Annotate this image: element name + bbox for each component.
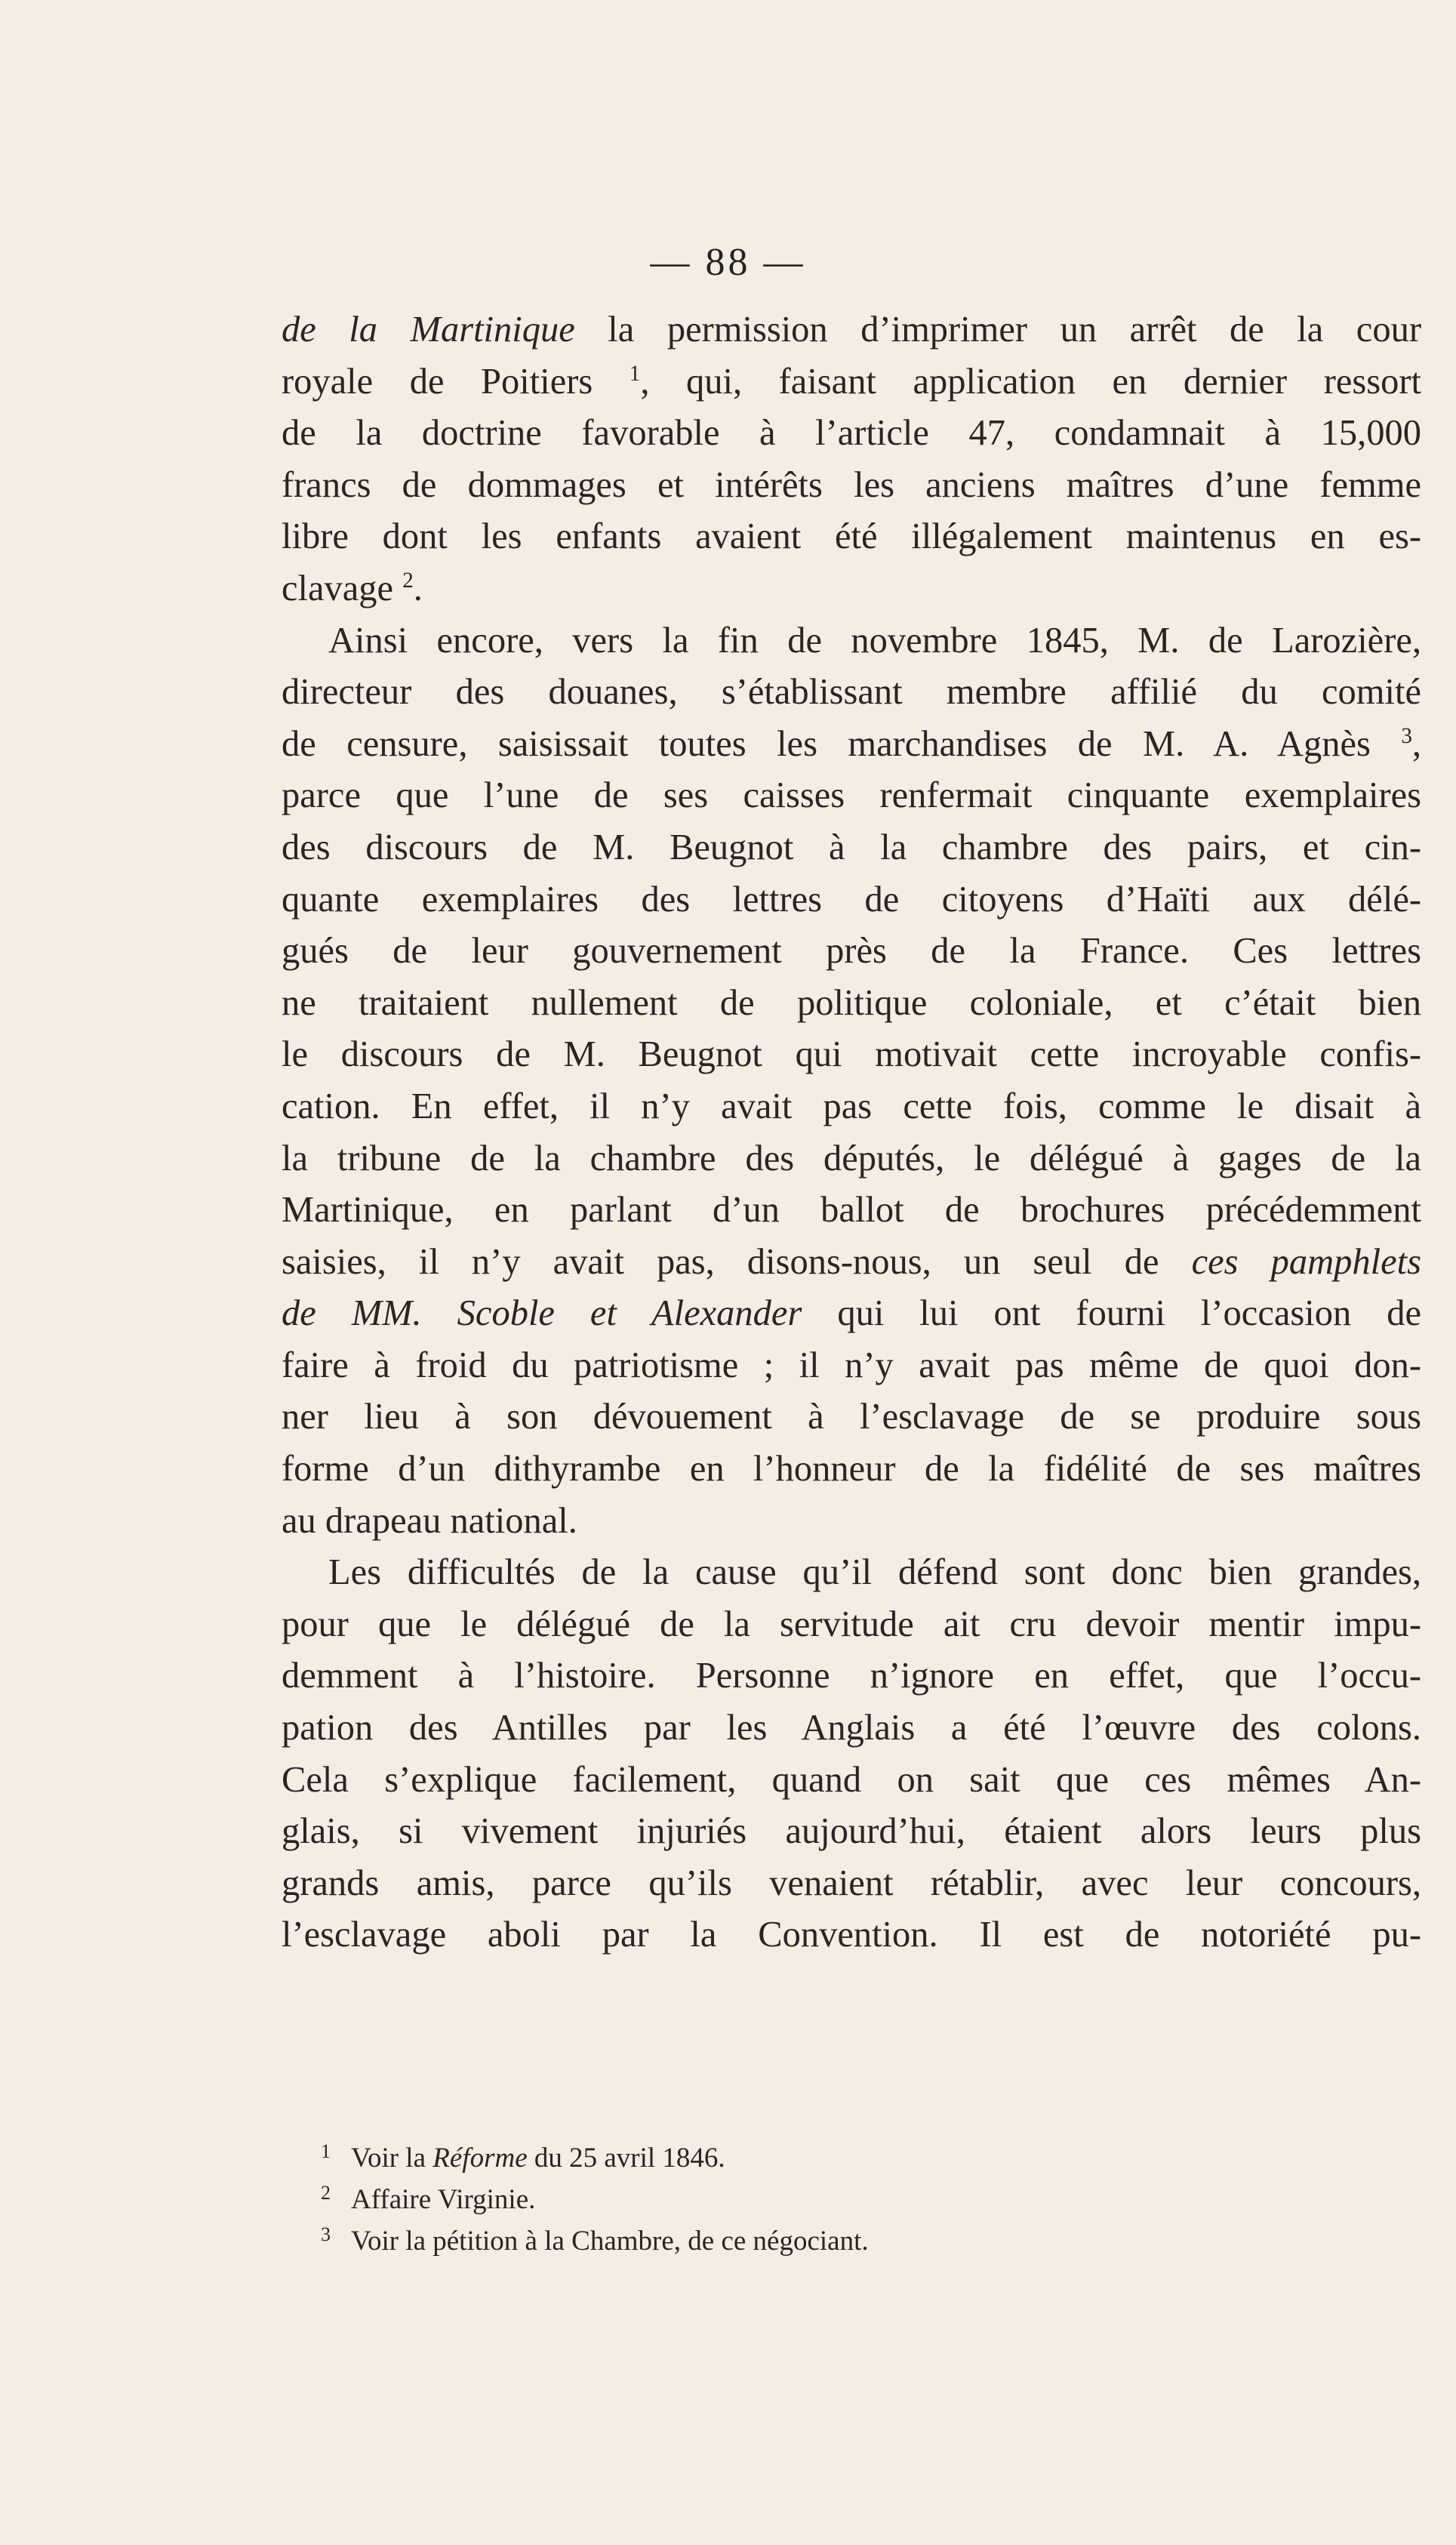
text-segment: pation des Antilles par les Anglais a été l’œuvre des colons. (282, 1708, 1421, 1749)
italic-text: de MM. Scoble et Alexander (282, 1293, 802, 1334)
footnote-mark: 2 (321, 2182, 331, 2204)
text-segment: , (1411, 723, 1421, 764)
text-line (282, 1599, 1421, 1651)
text-line (282, 1029, 1421, 1081)
text-segment: du 25 avril 1846. (527, 2143, 725, 2174)
text-segment: qui lui ont fourni l’occasion de (802, 1293, 1421, 1334)
text-segment: royale de Poitiers (282, 361, 629, 402)
text-line (282, 460, 1421, 512)
text-line (282, 1547, 1421, 1599)
text-line (282, 1650, 1421, 1702)
text-segment: la tribune de la chambre des députés, le délégué à gages de la (282, 1138, 1421, 1179)
text-segment: cation. En effet, il n’y avait pas cette fois, comme le disait à (282, 1086, 1421, 1126)
text-line (282, 1133, 1421, 1185)
footnote-mark: 1 (321, 2140, 331, 2162)
footnote-reference: 3 (1401, 723, 1412, 748)
text-segment: ne traitaient nullement de politique coloniale, et c’était bien (282, 982, 1421, 1023)
text-segment: Voir la pétition à la Chambre, de ce négociant. (351, 2226, 869, 2257)
text-line (282, 408, 1421, 460)
text-segment: de censure, saisissait toutes les marchandises de M. A. Agnès (282, 723, 1402, 764)
text-segment: l’esclavage aboli par la Convention. Il est de notoriété pu- (282, 1915, 1421, 1955)
text-segment: directeur des douanes, s’établissant membre affilié du comité (282, 672, 1421, 713)
text-segment: quante exemplaires des lettres de citoyens d’Haïti aux délé- (282, 879, 1421, 920)
italic-text: de la Martinique (282, 310, 575, 350)
text-segment: glais, si vivement injuriés aujourd’hui, étaient alors leurs plus (282, 1811, 1421, 1852)
text-line (282, 1858, 1421, 1910)
text-segment: demment à l’histoire. Personne n’ignore en effet, que l’occu- (282, 1656, 1421, 1696)
text-line (282, 1806, 1421, 1858)
text-segment: de la doctrine favorable à l’article 47, condamnait à 15,000 (282, 413, 1421, 454)
text-segment: forme d’un dithyrambe en l’honneur de la fidélité de ses maîtres (282, 1449, 1421, 1490)
text-segment: Ainsi encore, vers la fin de novembre 1845, M. de Larozière, (328, 620, 1421, 661)
footnote (321, 2134, 1227, 2176)
text-segment: des discours de M. Beugnot à la chambre des pairs, et cin- (282, 827, 1421, 867)
text-line (282, 356, 1421, 408)
footnote-reference: 2 (402, 568, 414, 593)
text-segment: au drapeau national. (282, 1500, 577, 1541)
text-line (282, 770, 1421, 822)
text-line (282, 1340, 1421, 1392)
text-line (282, 1185, 1421, 1237)
text-segment: faire à froid du patriotisme ; il n’y avait pas même de quoi don- (282, 1345, 1421, 1385)
text-segment: saisies, il n’y avait pas, disons-nous, un seul de (282, 1241, 1192, 1282)
text-segment: clavage (282, 568, 403, 609)
italic-text: Réforme (432, 2143, 528, 2174)
text-line (282, 304, 1421, 356)
text-line (282, 615, 1421, 667)
text-segment: Voir la (351, 2143, 433, 2174)
text-segment: libre dont les enfants avaient été illégalement maintenus en es- (282, 516, 1421, 557)
text-segment: . (413, 568, 423, 609)
text-line (282, 1496, 1421, 1548)
text-line (282, 1909, 1421, 1961)
text-segment: , qui, faisant application en dernier ressort (640, 361, 1422, 402)
text-line (282, 1081, 1421, 1133)
text-line (282, 822, 1421, 874)
text-segment: gués de leur gouvernement près de la France. Ces lettres (282, 931, 1421, 972)
text-line (282, 1288, 1421, 1340)
footnotes (321, 2134, 1227, 2259)
text-line (282, 1391, 1421, 1444)
text-line (282, 978, 1421, 1030)
text-segment: parce que l’une de ses caisses renfermait cinquante exemplaires (282, 775, 1421, 816)
text-line (282, 667, 1421, 719)
text-line (282, 719, 1421, 771)
text-segment: francs de dommages et intérêts les anciens maîtres d’une femme (282, 464, 1421, 505)
text-segment: ner lieu à son dévouement à l’esclavage de se produire sous (282, 1397, 1421, 1437)
text-line (282, 874, 1421, 926)
footnote-mark: 3 (321, 2223, 331, 2245)
text-line (282, 1237, 1421, 1289)
text-line (282, 511, 1421, 563)
text-segment: Affaire Virginie. (351, 2184, 536, 2215)
text-line (282, 1755, 1421, 1807)
footnote (321, 2176, 1227, 2217)
text-segment: le discours de M. Beugnot qui motivait cette incroyable confis- (282, 1034, 1421, 1075)
text-line (282, 1702, 1421, 1755)
text-segment: Les difficultés de la cause qu’il défend sont donc bien grandes, (328, 1552, 1421, 1593)
italic-text: ces pamphlets (1191, 1241, 1422, 1282)
text-segment: pour que le délégué de la servitude ait cru devoir mentir impu- (282, 1604, 1421, 1644)
text-line (282, 926, 1421, 978)
text-line (282, 563, 1421, 615)
footnote-reference: 1 (629, 361, 641, 386)
text-segment: Cela s’explique facilement, quand on sait que ces mêmes An- (282, 1759, 1421, 1800)
body-text (282, 304, 1421, 1961)
text-segment: Martinique, en parlant d’un ballot de brochures précédemment (282, 1190, 1421, 1231)
page-number: — 88 — (650, 241, 806, 284)
text-line (282, 1444, 1421, 1496)
text-segment: grands amis, parce qu’ils venaient rétablir, avec leur concours, (282, 1863, 1421, 1903)
footnote (321, 2217, 1227, 2259)
text-segment: la permission d’imprimer un arrêt de la cour (574, 310, 1421, 350)
